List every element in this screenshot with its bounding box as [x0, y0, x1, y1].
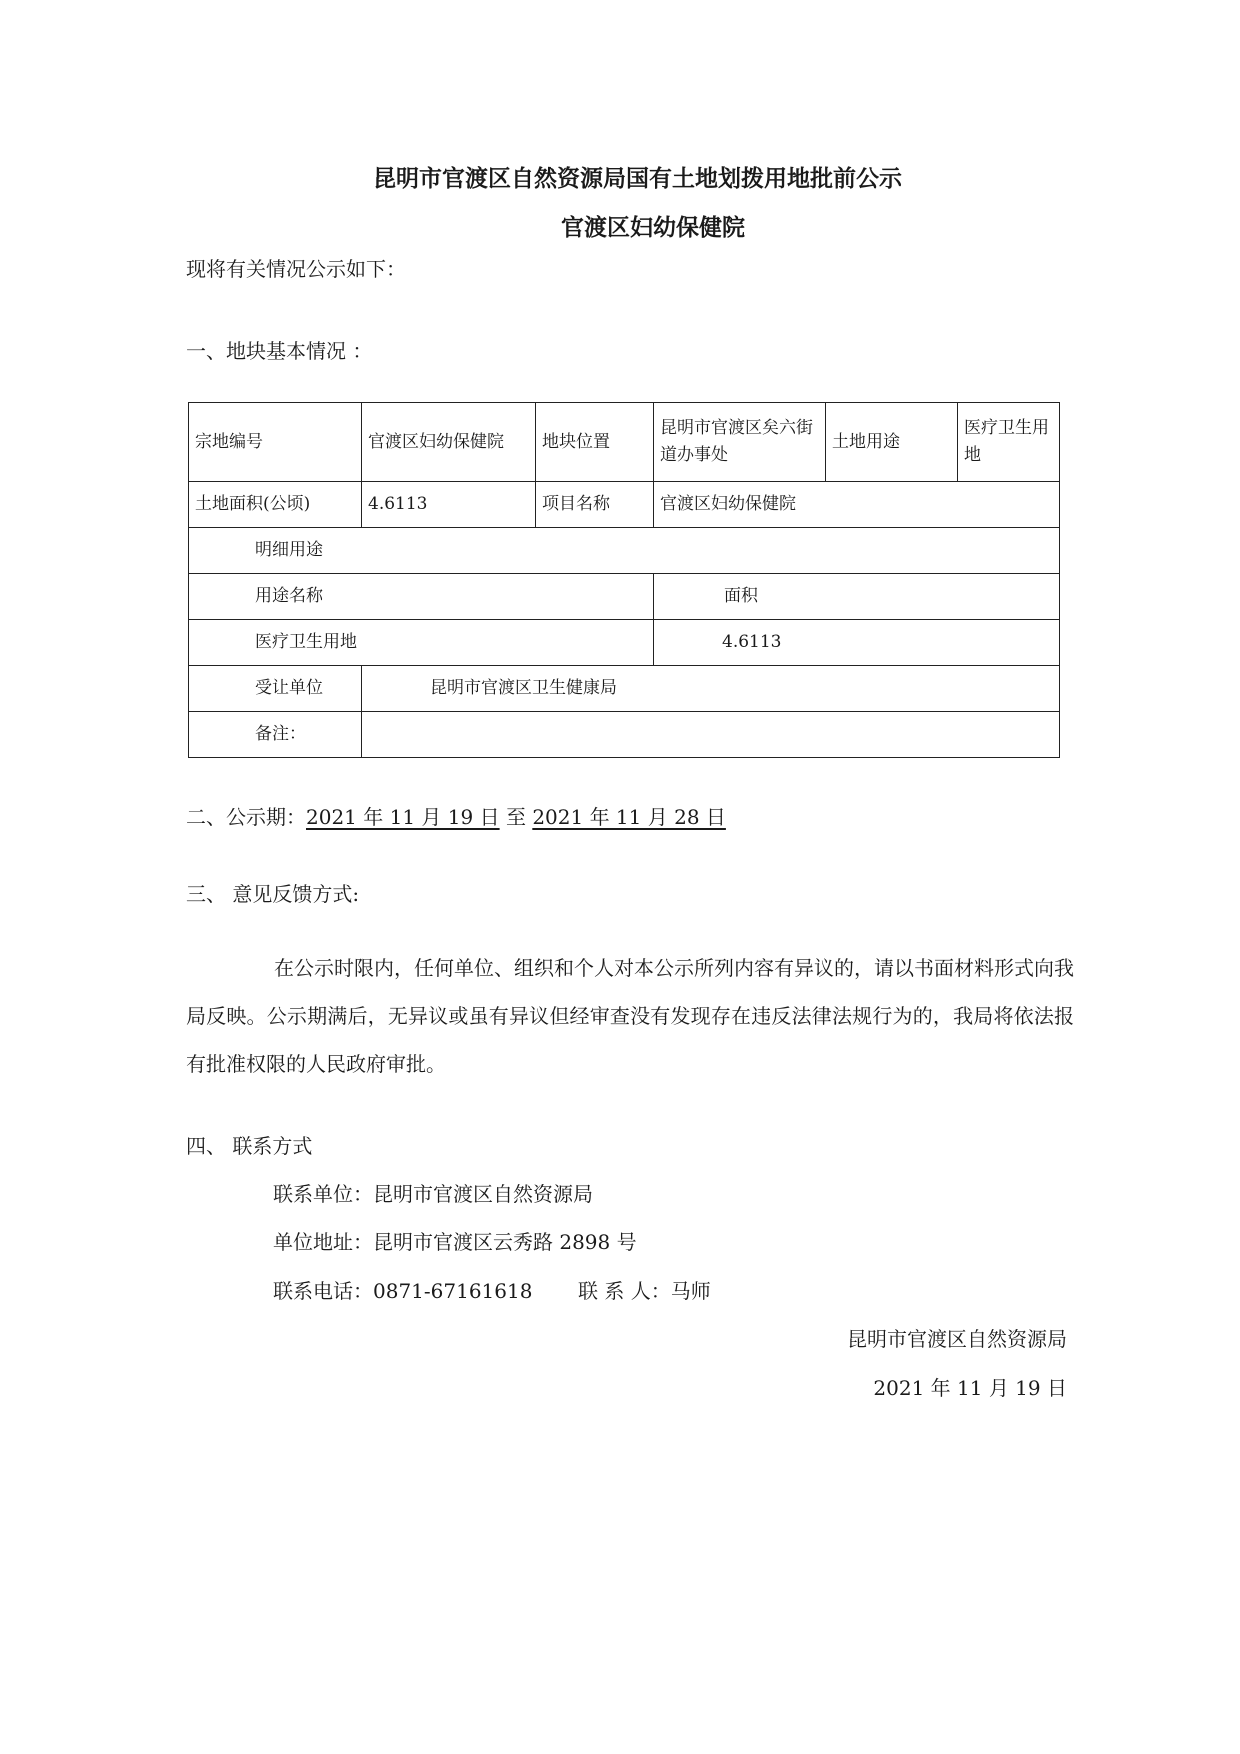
area-value: 4.6113 [654, 620, 1060, 666]
table-cell: 土地面积(公顷) [189, 482, 362, 528]
contact-phone: 联系电话：0871-67161618 [273, 1279, 533, 1303]
table-row [189, 620, 1060, 666]
table-cell: 宗地编号 [189, 403, 362, 482]
use-name-header: 用途名称 [189, 574, 654, 620]
land-info-table [188, 402, 1060, 758]
publicity-label: 二、公示期： [186, 805, 306, 829]
table-cell: 地块位置 [536, 403, 654, 482]
transferee-label: 受让单位 [189, 666, 362, 712]
table-cell: 昆明市官渡区矣六街道办事处 [654, 403, 826, 482]
remark-value [362, 712, 1060, 758]
document-subtitle: 官渡区妇幼保健院 [561, 215, 745, 241]
table-cell: 土地用途 [826, 403, 958, 482]
table-cell: 医疗卫生用地 [958, 403, 1060, 482]
table-row [189, 666, 1060, 712]
table-row [189, 482, 1060, 528]
table-row [189, 574, 1060, 620]
table-cell: 4.6113 [362, 482, 536, 528]
table-row [189, 712, 1060, 758]
section-2-publicity-period [186, 801, 726, 830]
section-3-heading: 三、 意见反馈方式: [186, 882, 360, 906]
area-header: 面积 [654, 574, 1060, 620]
section-1-heading: 一、地块基本情况 ： [186, 339, 373, 363]
contact-unit: 联系单位：昆明市官渡区自然资源局 [273, 1182, 593, 1206]
table-cell: 官渡区妇幼保健院 [362, 403, 536, 482]
document-title: 昆明市官渡区自然资源局国有土地划拨用地批前公示 [373, 166, 902, 192]
publicity-to: 至 [505, 805, 526, 829]
publicity-end-date: 2021 年 11 月 28 日 [532, 805, 726, 829]
signature-org: 昆明市官渡区自然资源局 [847, 1327, 1067, 1351]
detail-use-label: 明细用途 [189, 528, 1060, 574]
remark-label: 备注： [189, 712, 362, 758]
signature-date: 2021 年 11 月 19 日 [873, 1376, 1067, 1400]
transferee-value: 昆明市官渡区卫生健康局 [362, 666, 1060, 712]
section-4-heading: 四、 联系方式 [186, 1134, 313, 1158]
table-cell: 官渡区妇幼保健院 [654, 482, 1060, 528]
publicity-start-date: 2021 年 11 月 19 日 [306, 805, 500, 829]
intro-text: 现将有关情况公示如下： [186, 257, 406, 281]
contact-person: 联 系 人：马师 [578, 1279, 711, 1303]
feedback-paragraph: 在公示时限内，任何单位、组织和个人对本公示所列内容有异议的，请以书面材料形式向我局反映。公示期满后，无异议或虽有异议但经审查没有发现存在违反法律法规行为的，我局将依法报有批准权限的人民政府审批。 [186, 956, 1074, 1076]
table-cell: 项目名称 [536, 482, 654, 528]
use-name-value: 医疗卫生用地 [189, 620, 654, 666]
table-row [189, 403, 1060, 482]
contact-address: 单位地址：昆明市官渡区云秀路 2898 号 [273, 1230, 637, 1254]
table-row [189, 528, 1060, 574]
